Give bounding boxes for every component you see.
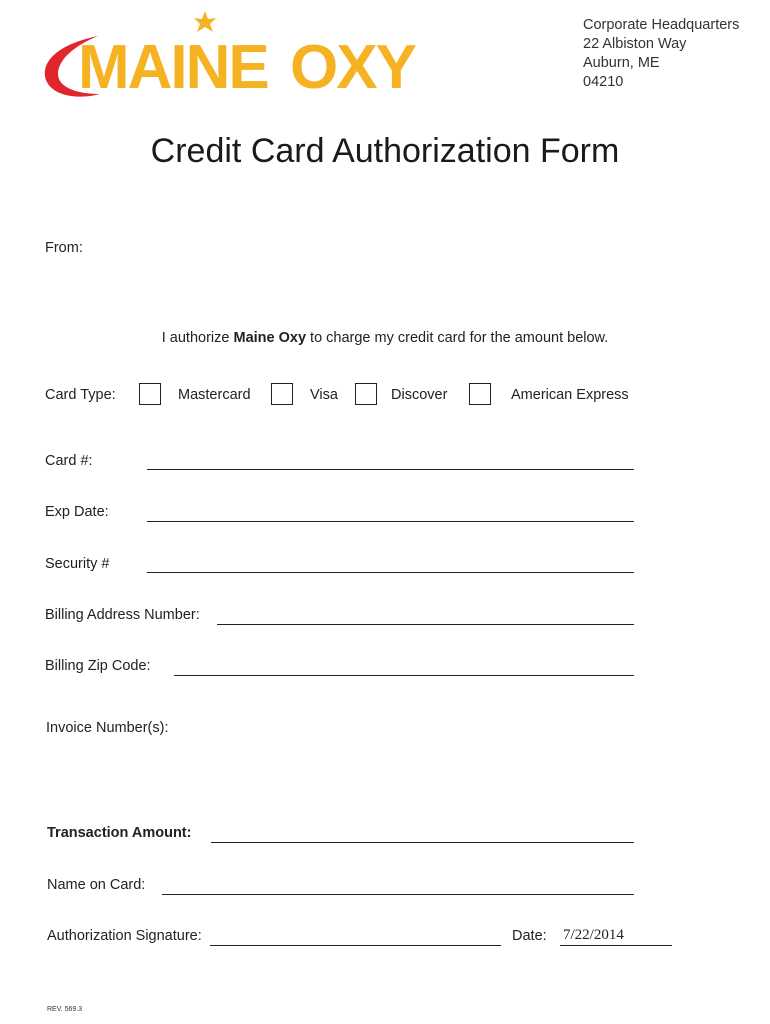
hq-line: Corporate Headquarters bbox=[583, 17, 740, 33]
card-type-label: Card Type: bbox=[45, 387, 116, 403]
authorize-prefix: I authorize bbox=[161, 330, 234, 346]
billing-address-field[interactable] bbox=[217, 624, 634, 625]
hq-line: 04210 bbox=[583, 74, 624, 90]
logo-text-maine: MAINE bbox=[78, 33, 268, 102]
visa-label: Visa bbox=[310, 387, 338, 403]
discover-checkbox[interactable] bbox=[355, 383, 377, 405]
name-on-card-label: Name on Card: bbox=[47, 877, 146, 893]
exp-date-label: Exp Date: bbox=[45, 504, 109, 520]
date-field-line bbox=[560, 945, 672, 946]
authorize-company: Maine Oxy bbox=[233, 330, 307, 346]
hq-line: Auburn, ME bbox=[583, 55, 660, 71]
security-field[interactable] bbox=[147, 572, 634, 573]
billing-address-label: Billing Address Number: bbox=[45, 607, 200, 623]
exp-date-field[interactable] bbox=[147, 521, 634, 522]
name-on-card-field[interactable] bbox=[162, 894, 634, 895]
billing-zip-label: Billing Zip Code: bbox=[45, 658, 151, 674]
from-label: From: bbox=[45, 240, 83, 256]
visa-checkbox[interactable] bbox=[271, 383, 293, 405]
revision-label: REV. 569.3 bbox=[47, 1006, 83, 1013]
headquarters-address bbox=[583, 16, 739, 92]
mastercard-checkbox[interactable] bbox=[139, 383, 161, 405]
discover-label: Discover bbox=[391, 387, 448, 403]
card-number-field[interactable] bbox=[147, 469, 634, 470]
card-number-label: Card #: bbox=[45, 453, 93, 469]
maine-oxy-logo bbox=[38, 10, 438, 105]
date-label: Date: bbox=[512, 928, 547, 944]
hq-line: 22 Albiston Way bbox=[583, 36, 687, 52]
logo-text-oxy: OXY bbox=[290, 33, 415, 102]
authorize-suffix: to charge my credit card for the amount below. bbox=[306, 330, 609, 346]
date-value[interactable]: 7/22/2014 bbox=[563, 927, 624, 943]
logo-starburst-icon bbox=[194, 11, 216, 32]
transaction-amount-field[interactable] bbox=[211, 842, 634, 843]
form-title: Credit Card Authorization Form bbox=[150, 132, 620, 170]
american-express-checkbox[interactable] bbox=[469, 383, 491, 405]
mastercard-label: Mastercard bbox=[178, 387, 251, 403]
security-label: Security # bbox=[45, 556, 110, 572]
billing-zip-field[interactable] bbox=[174, 675, 634, 676]
transaction-amount-label: Transaction Amount: bbox=[47, 825, 192, 841]
invoice-area[interactable] bbox=[46, 742, 634, 812]
signature-field[interactable] bbox=[210, 945, 501, 946]
invoice-label: Invoice Number(s): bbox=[46, 720, 169, 736]
signature-label: Authorization Signature: bbox=[47, 928, 202, 944]
authorization-statement bbox=[0, 330, 770, 346]
american-express-label: American Express bbox=[511, 387, 629, 403]
